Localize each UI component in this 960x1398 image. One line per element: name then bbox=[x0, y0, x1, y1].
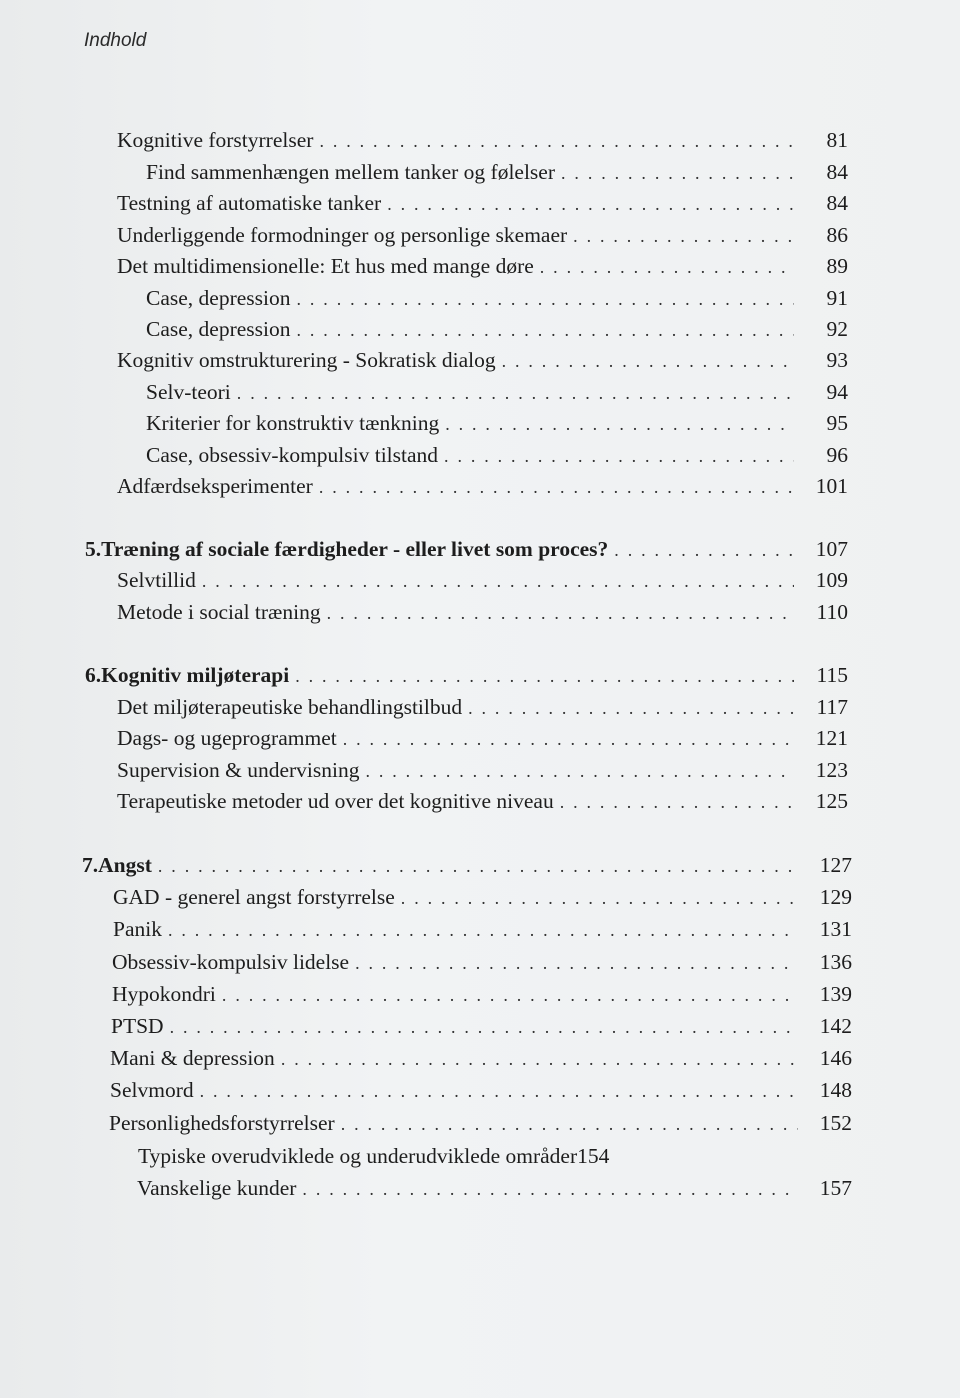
entry-title: Case, obsessiv-kompulsiv tilstand bbox=[146, 443, 439, 467]
page-number: 117 bbox=[816, 695, 848, 719]
dot-leader bbox=[343, 724, 794, 754]
dot-leader bbox=[319, 126, 794, 156]
page-number: 96 bbox=[826, 443, 848, 467]
toc-entry bbox=[113, 882, 852, 912]
page-number: 110 bbox=[816, 600, 848, 624]
entry-title: Selvtillid bbox=[117, 568, 196, 592]
toc-entry bbox=[117, 755, 848, 785]
entry-title: Hypokondri bbox=[112, 982, 216, 1006]
dot-leader bbox=[560, 787, 794, 817]
toc-entry bbox=[117, 692, 848, 722]
dot-leader bbox=[281, 1044, 798, 1074]
page-number: 146 bbox=[819, 1046, 852, 1070]
page-number: 109 bbox=[815, 568, 848, 592]
dot-leader bbox=[355, 948, 798, 978]
toc-entry bbox=[137, 1173, 852, 1203]
entry-title: Obsessiv-kompulsiv lidelse bbox=[112, 950, 350, 974]
toc-entry bbox=[117, 220, 848, 250]
dot-leader bbox=[295, 661, 794, 691]
entry-title: Metode i social træning bbox=[117, 600, 321, 624]
entry-title: Case, depression bbox=[146, 317, 291, 341]
page-number: 157 bbox=[819, 1176, 852, 1200]
toc-entry bbox=[112, 947, 852, 977]
entry-title: PTSD bbox=[111, 1014, 164, 1038]
toc-entry bbox=[146, 314, 848, 344]
dot-leader bbox=[365, 756, 794, 786]
entry-title: Kognitive forstyrrelser bbox=[117, 128, 314, 152]
entry-title: Underliggende formodninger og personlige skemaer bbox=[117, 223, 568, 247]
toc-entry bbox=[112, 979, 852, 1009]
dot-leader bbox=[297, 315, 795, 345]
chapter-number: 7. bbox=[82, 853, 99, 877]
entry-title: Kognitiv miljøterapi bbox=[101, 663, 290, 687]
entry-title: Selvmord bbox=[110, 1078, 194, 1102]
entry-title: Mani & depression bbox=[110, 1046, 275, 1070]
entry-title: Kognitiv omstrukturering - Sokratisk dialog bbox=[117, 348, 496, 372]
page-number: 101 bbox=[815, 474, 848, 498]
toc-chapter-entry bbox=[85, 660, 848, 690]
entry-title: Find sammenhængen mellem tanker og følelser bbox=[146, 160, 556, 184]
toc-entry bbox=[111, 1011, 852, 1041]
dot-leader bbox=[168, 915, 798, 945]
toc-entry bbox=[146, 408, 848, 438]
toc-entry bbox=[117, 345, 848, 375]
entry-title: Kriterier for konstruktiv tænkning bbox=[146, 411, 440, 435]
entry-title: Selv-teori bbox=[146, 380, 231, 404]
toc-entry bbox=[117, 188, 848, 218]
dot-leader bbox=[319, 472, 794, 502]
page-number: 94 bbox=[826, 380, 848, 404]
running-head: Indhold bbox=[84, 30, 147, 51]
toc-entry bbox=[109, 1108, 852, 1138]
dot-leader bbox=[297, 284, 795, 314]
toc-entry bbox=[146, 157, 848, 187]
dot-leader bbox=[202, 566, 794, 596]
toc-entry bbox=[146, 440, 848, 470]
entry-title: Panik bbox=[113, 917, 162, 941]
page-number: 115 bbox=[816, 663, 848, 687]
page-number: 89 bbox=[826, 254, 848, 278]
page-number: 86 bbox=[826, 223, 848, 247]
entry-title: Typiske overudviklede og underudviklede områder154 bbox=[138, 1144, 610, 1168]
entry-title: Case, depression bbox=[146, 286, 291, 310]
toc-entry bbox=[117, 786, 848, 816]
entry-title: Vanskelige kunder bbox=[137, 1176, 297, 1200]
page-number: 148 bbox=[819, 1078, 852, 1102]
chapter-number: 6. bbox=[85, 663, 102, 687]
toc-chapter-entry bbox=[85, 534, 848, 564]
dot-leader bbox=[200, 1076, 798, 1106]
dot-leader bbox=[573, 221, 794, 251]
entry-title: Angst bbox=[98, 853, 152, 877]
page-number: 95 bbox=[826, 411, 848, 435]
dot-leader bbox=[445, 409, 794, 439]
dot-leader bbox=[222, 980, 798, 1010]
dot-leader bbox=[302, 1174, 798, 1204]
page-number: 152 bbox=[819, 1111, 852, 1135]
entry-title: GAD - generel angst forstyrrelse bbox=[113, 885, 395, 909]
page-number: 84 bbox=[826, 160, 848, 184]
page-number: 123 bbox=[815, 758, 848, 782]
page-number: 136 bbox=[819, 950, 852, 974]
page-number: 131 bbox=[819, 917, 852, 941]
dot-leader bbox=[158, 851, 798, 881]
dot-leader bbox=[341, 1109, 798, 1139]
dot-leader bbox=[614, 535, 794, 565]
dot-leader bbox=[444, 441, 794, 471]
dot-leader bbox=[561, 158, 794, 188]
toc-entry bbox=[117, 723, 848, 753]
toc-entry bbox=[117, 565, 848, 595]
entry-title: Det miljøterapeutiske behandlingstilbud bbox=[117, 695, 463, 719]
toc-entry bbox=[117, 251, 848, 281]
dot-leader bbox=[170, 1012, 798, 1042]
dot-leader bbox=[327, 598, 794, 628]
toc-entry bbox=[110, 1075, 852, 1105]
entry-title: Supervision & undervisning bbox=[117, 758, 360, 782]
entry-title: Adfærdseksperimenter bbox=[117, 474, 313, 498]
page-number: 127 bbox=[819, 853, 852, 877]
dot-leader bbox=[502, 346, 794, 376]
page-number: 107 bbox=[815, 537, 848, 561]
toc-entry bbox=[110, 1043, 852, 1073]
page-number: 121 bbox=[815, 726, 848, 750]
entry-title: Det multidimensionelle: Et hus med mange døre bbox=[117, 254, 534, 278]
page-number: 81 bbox=[826, 128, 848, 152]
dot-leader bbox=[468, 693, 794, 723]
page-number: 84 bbox=[826, 191, 848, 215]
entry-title: Personlighedsforstyrrelser bbox=[109, 1111, 335, 1135]
chapter-number: 5. bbox=[85, 537, 102, 561]
toc-entry bbox=[117, 471, 848, 501]
entry-title: Dags- og ugeprogrammet bbox=[117, 726, 337, 750]
entry-title: Træning af sociale færdigheder - eller livet som proces? bbox=[101, 537, 609, 561]
page-number: 142 bbox=[819, 1014, 852, 1038]
page-number: 129 bbox=[819, 885, 852, 909]
dot-leader bbox=[237, 378, 794, 408]
toc-entry bbox=[146, 377, 848, 407]
dot-leader bbox=[387, 189, 794, 219]
page-number: 92 bbox=[826, 317, 848, 341]
entry-title: Terapeutiske metoder ud over det kognitive niveau bbox=[117, 789, 554, 813]
dot-leader bbox=[540, 252, 794, 282]
toc-entry bbox=[117, 597, 848, 627]
page-number: 139 bbox=[819, 982, 852, 1006]
page-number: 125 bbox=[815, 789, 848, 813]
entry-title: Testning af automatiske tanker bbox=[117, 191, 382, 215]
toc-entry bbox=[113, 914, 852, 944]
dot-leader bbox=[401, 883, 798, 913]
toc-entry bbox=[117, 125, 848, 155]
toc-entry bbox=[138, 1141, 852, 1171]
toc-chapter-entry bbox=[82, 850, 852, 880]
page-number: 91 bbox=[826, 286, 848, 310]
page-number: 93 bbox=[826, 348, 848, 372]
toc-entry bbox=[146, 283, 848, 313]
